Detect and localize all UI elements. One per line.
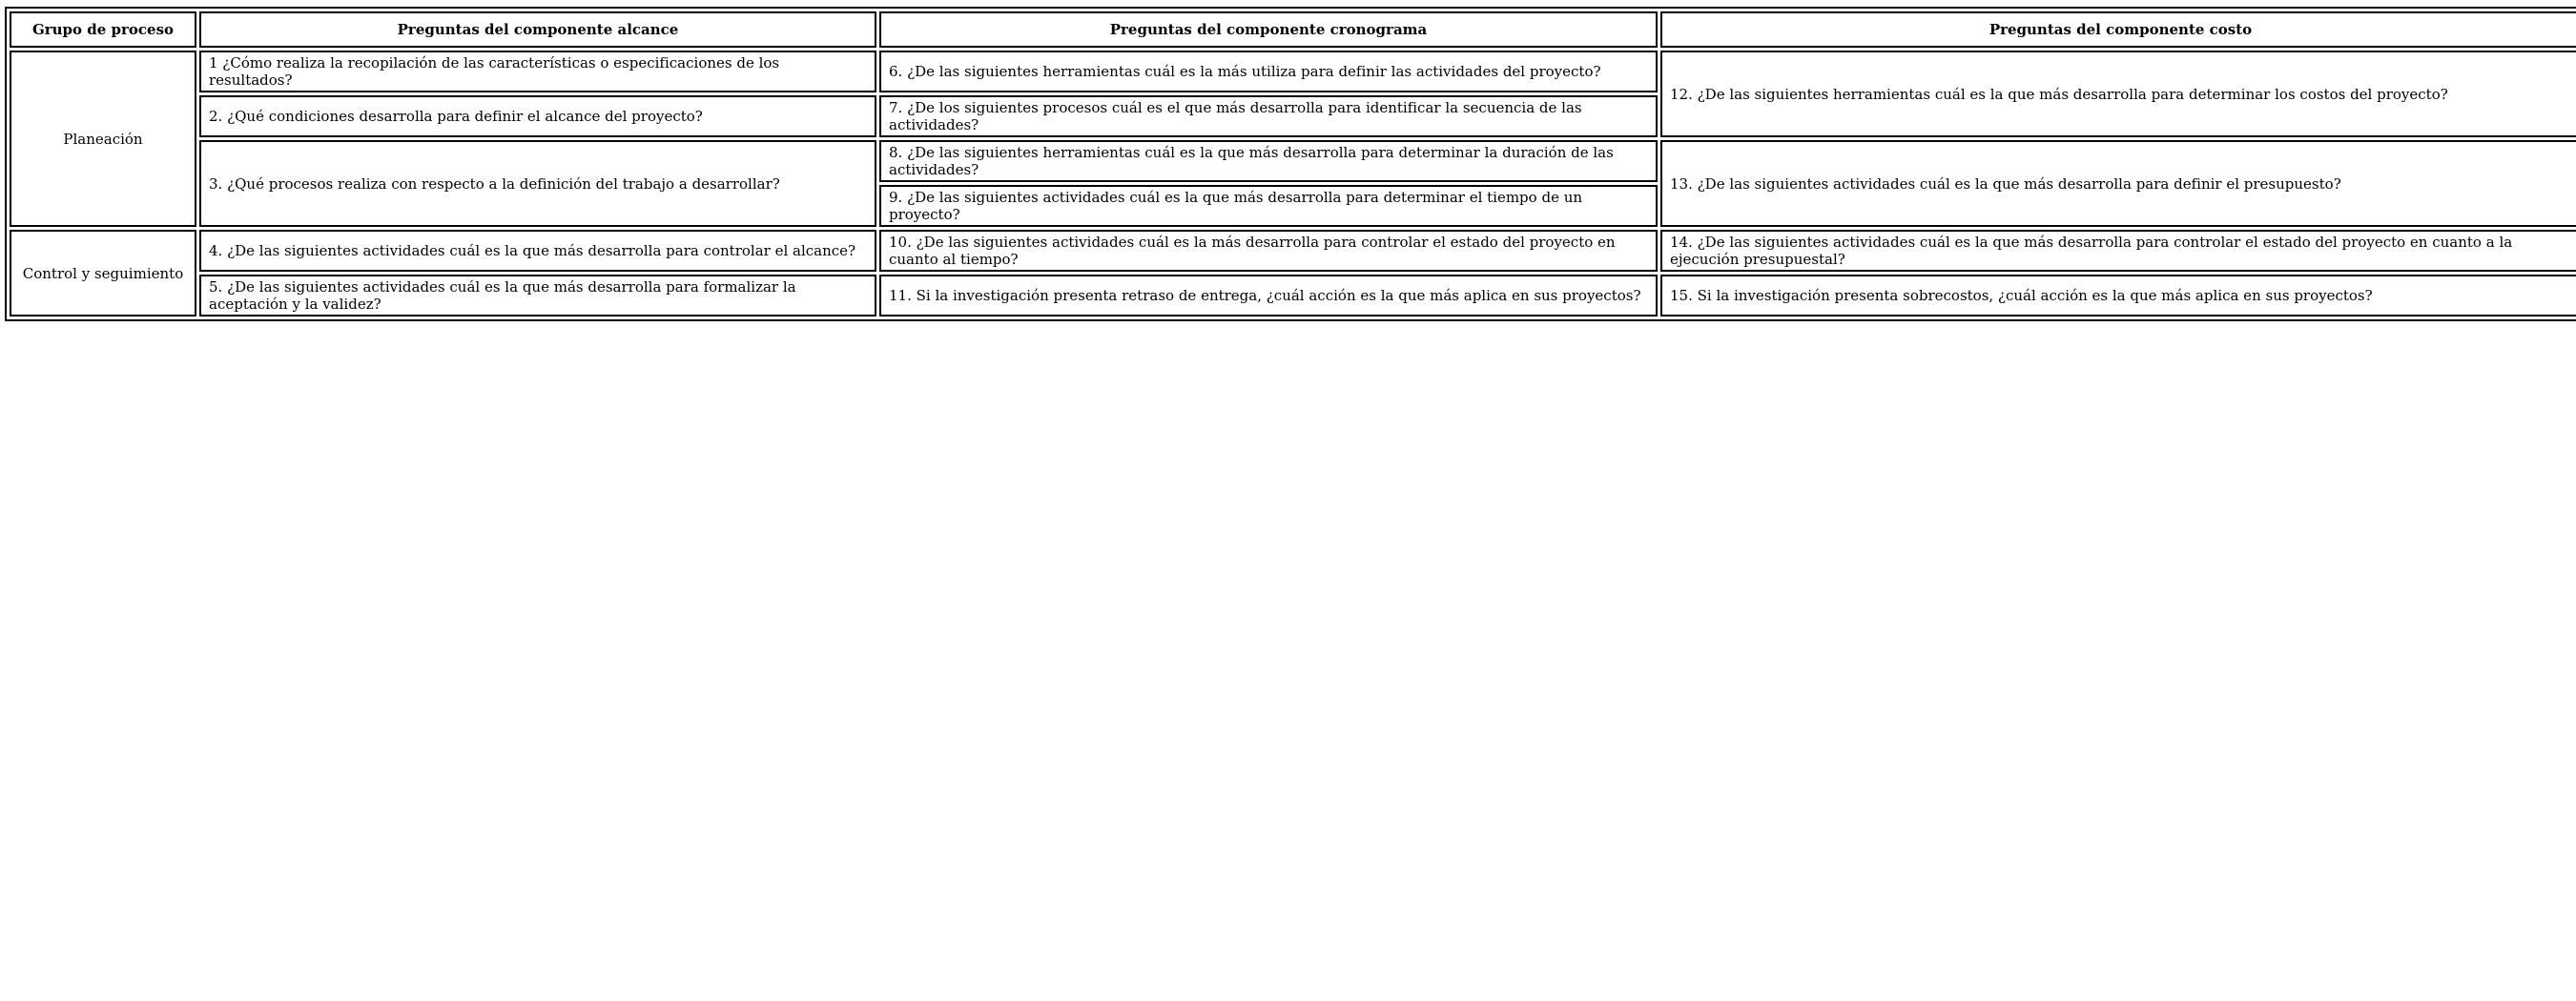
cell-question-15: 15. Si la investigación presenta sobrecostos, ¿cuál acción es la que más aplica en sus proyectos?	[1660, 275, 2576, 317]
group-cell-planeacion: Planeación	[10, 51, 196, 227]
header-componente-alcance: Preguntas del componente alcance	[199, 11, 876, 48]
cell-question-10: 10. ¿De las siguientes actividades cuál es la más desarrolla para controlar el estado del proyecto en cuanto al tiempo?	[879, 230, 1658, 272]
table-row	[10, 51, 2576, 92]
cell-question-3: 3. ¿Qué procesos realiza con respecto a la definición del trabajo a desarrollar?	[199, 140, 876, 227]
header-componente-cronograma: Preguntas del componente cronograma	[879, 11, 1658, 48]
cell-question-6: 6. ¿De las siguientes herramientas cuál es la más utiliza para definir las actividades del proyecto?	[879, 51, 1658, 92]
table-row	[10, 275, 2576, 317]
cell-question-11: 11. Si la investigación presenta retraso de entrega, ¿cuál acción es la que más aplica en sus proyectos?	[879, 275, 1658, 317]
cell-question-12: 12. ¿De las siguientes herramientas cuál es la que más desarrolla para determinar los costos del proyecto?	[1660, 51, 2576, 137]
cell-question-7: 7. ¿De los siguientes procesos cuál es el que más desarrolla para identificar la secuencia de las actividades?	[879, 95, 1658, 137]
cell-question-14: 14. ¿De las siguientes actividades cuál es la que más desarrolla para controlar el estado del proyecto en cuanto a la ejecución presupuestal?	[1660, 230, 2576, 272]
cell-question-4: 4. ¿De las siguientes actividades cuál es la que más desarrolla para controlar el alcance?	[199, 230, 876, 272]
cell-question-1: 1 ¿Cómo realiza la recopilación de las características o especificaciones de los resultados?	[199, 51, 876, 92]
cell-question-2: 2. ¿Qué condiciones desarrolla para definir el alcance del proyecto?	[199, 95, 876, 137]
header-grupo-proceso: Grupo de proceso	[10, 11, 196, 48]
table-row	[10, 140, 2576, 182]
table-row	[10, 230, 2576, 272]
cell-question-8: 8. ¿De las siguientes herramientas cuál es la que más desarrolla para determinar la duración de las actividades?	[879, 140, 1658, 182]
cell-question-5: 5. ¿De las siguientes actividades cuál es la que más desarrolla para formalizar la aceptación y la validez?	[199, 275, 876, 317]
cell-question-9: 9. ¿De las siguientes actividades cuál es la que más desarrolla para determinar el tiempo de un proyecto?	[879, 185, 1658, 227]
process-questions-table	[5, 7, 2576, 321]
table-header-row	[10, 11, 2576, 48]
header-componente-costo: Preguntas del componente costo	[1660, 11, 2576, 48]
group-cell-control-seguimiento: Control y seguimiento	[10, 230, 196, 317]
cell-question-13: 13. ¿De las siguientes actividades cuál es la que más desarrolla para definir el presupuesto?	[1660, 140, 2576, 227]
